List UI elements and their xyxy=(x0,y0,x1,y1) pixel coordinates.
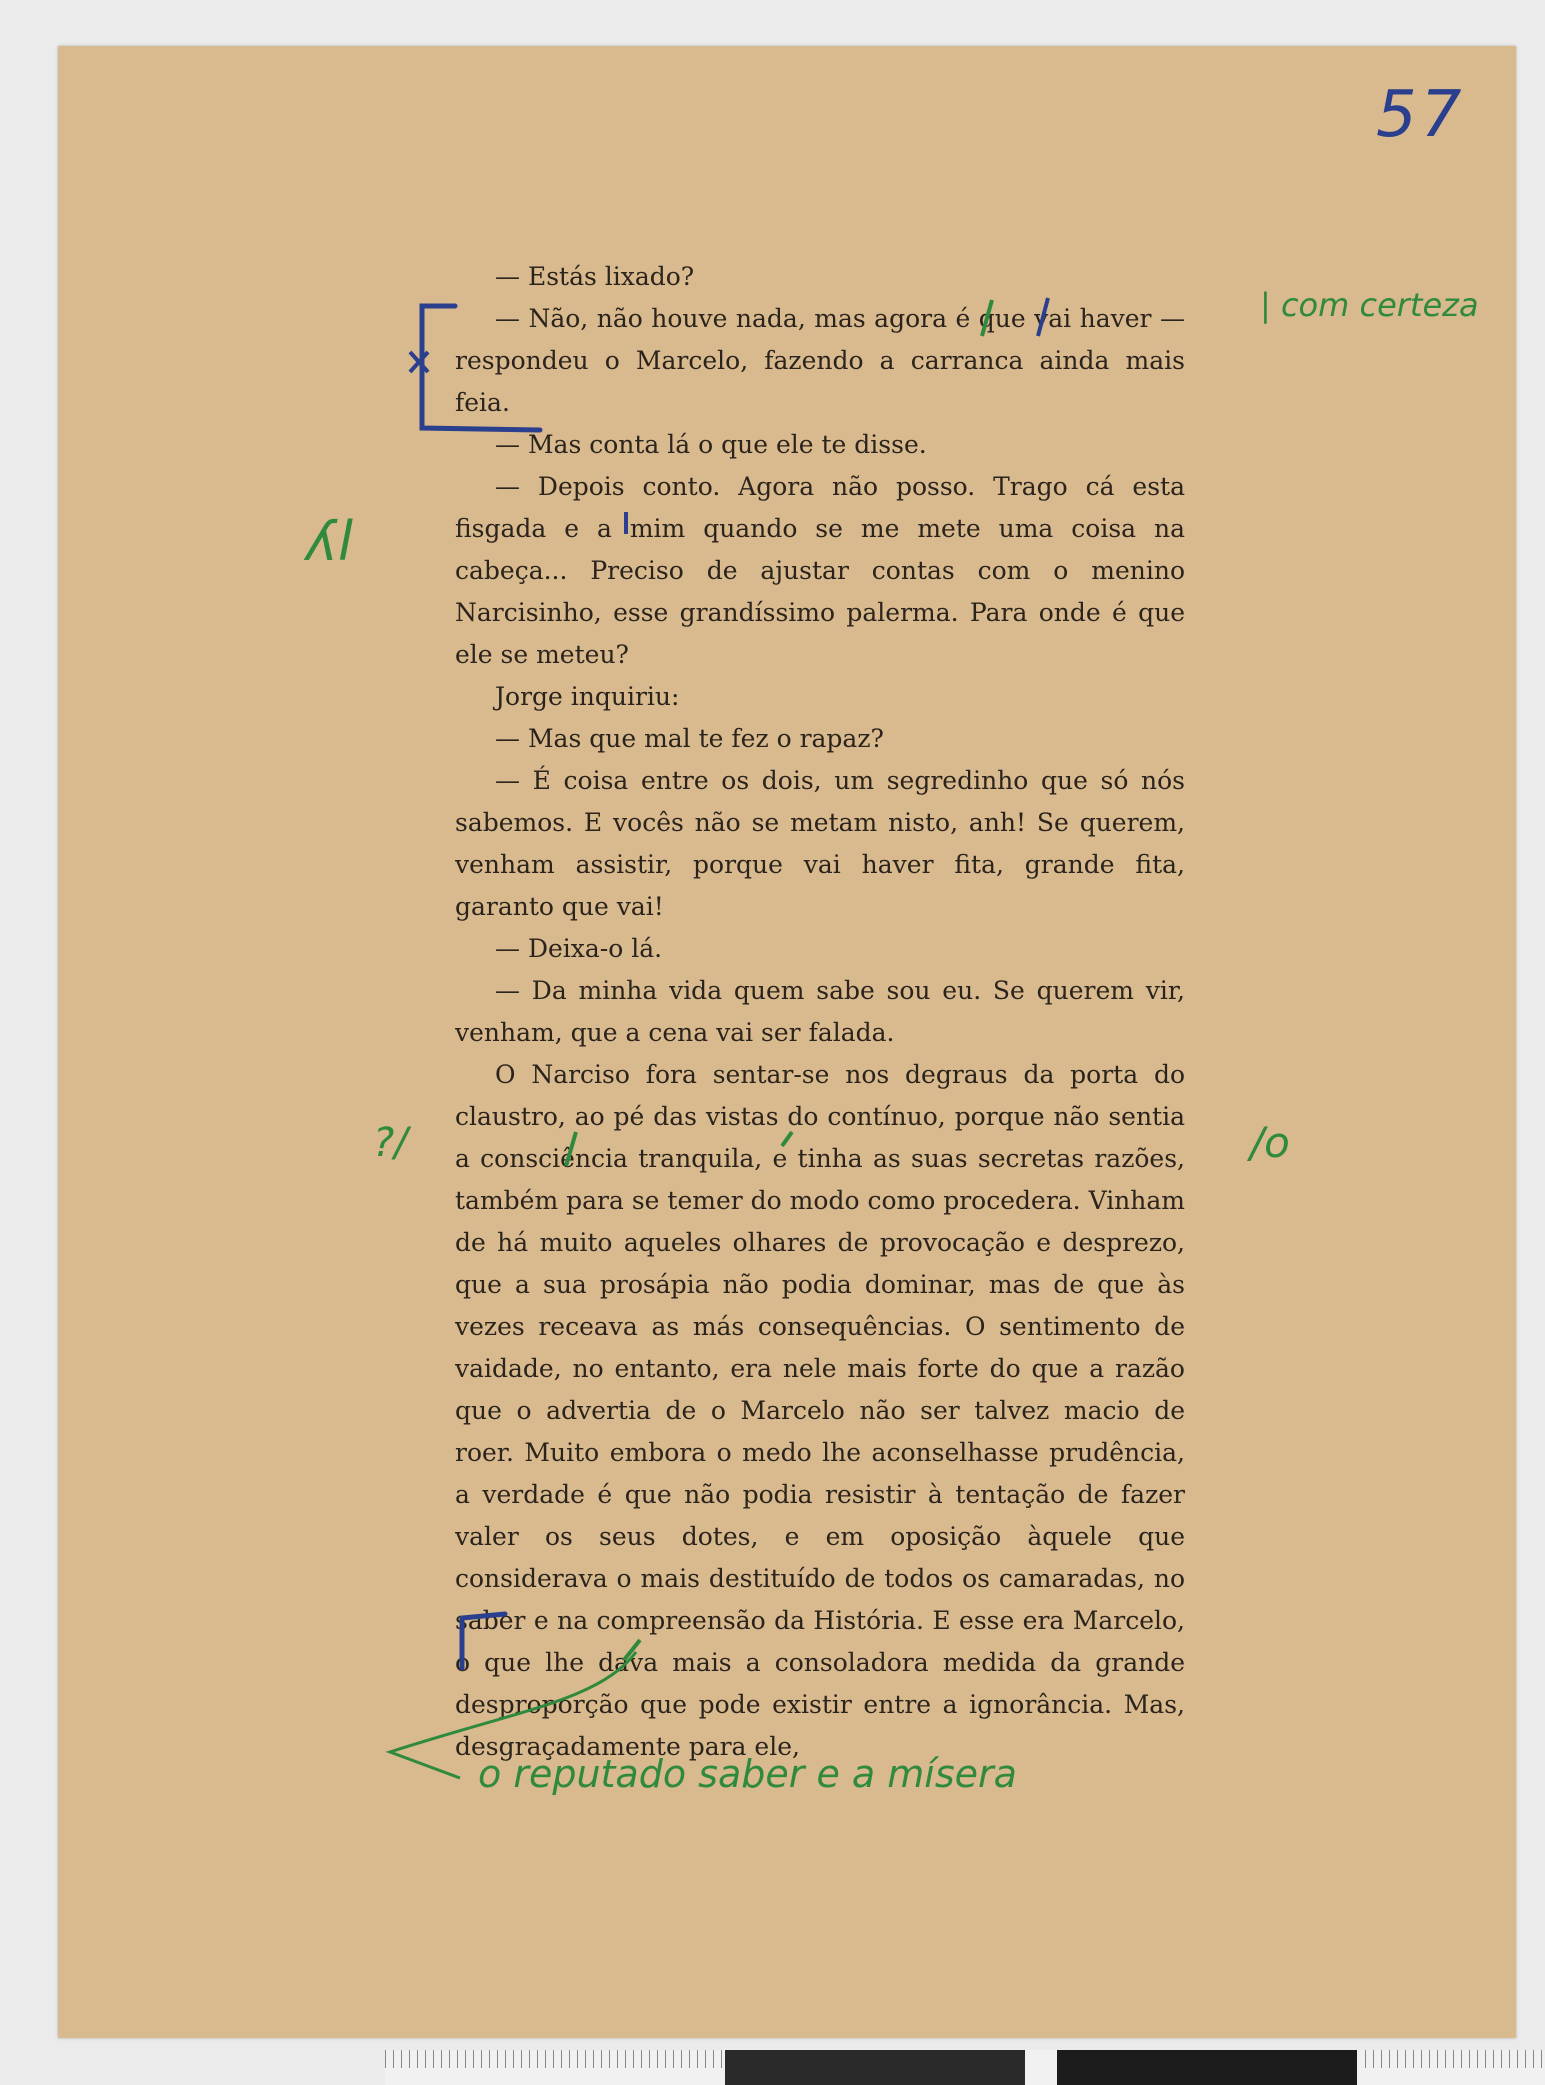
text-line: Jorge inquiriu: xyxy=(495,682,680,711)
scale-ruler xyxy=(385,2050,1545,2085)
text-line: — É coisa entre os dois, um segredinho que só nós sabemos. E vocês não se metam nisto, anh! Se querem, venham assistir, porque vai haver fita, grande fita, garanto que vai! xyxy=(455,766,1185,921)
text-line: O Narciso fora sentar-se nos degraus da porta do claustro, ao pé das vistas do contínuo, porque não sentia a consciência tranquila, e tinha as suas secretas razões, também para se temer do modo como procedera. Vinham de há muito aqueles olhares de provocação e desprezo, que a sua prosápia não podia dominar, mas de que às vezes receava as más consequências. O sentimento de vaidade, no entanto, era nele mais forte do que a razão que o advertia de o Marcelo não ser talvez macio de roer. Muito embora o medo lhe aconselhasse prudência, a verdade é que não podia resistir à tentação de fazer valer os seus dotes, e em oposição àquele que considerava o mais destituído de todos os camaradas, no saber e na compreensão da História. E esse era Marcelo, o que lhe dava mais a consoladora medida da grande desproporção que pode existir entre a ignorância. Mas, desgraçadamente para ele, xyxy=(455,1060,1185,1761)
text-line: — Da minha vida quem sabe sou eu. Se querem vir, venham, que a cena vai ser falada. xyxy=(455,976,1185,1047)
text-line: — Deixa-o lá. xyxy=(495,934,663,963)
typed-text-block xyxy=(455,256,1185,1768)
text-line: — Estás lixado? xyxy=(495,262,695,291)
text-line: — Mas que mal te fez o rapaz? xyxy=(495,724,884,753)
ruler-ticks xyxy=(385,2050,725,2068)
handwritten-insertion-bottom: o reputado saber e a mísera xyxy=(478,1752,1017,1796)
handwritten-note-mid-right: /o xyxy=(1250,1118,1290,1167)
ruler-ticks xyxy=(1365,2050,1545,2068)
handwritten-note-top-right: | com certeza xyxy=(1260,286,1479,324)
page-number: 57 xyxy=(1376,78,1466,152)
text-line: — Depois conto. Agora não posso. Trago cá esta fisgada e a mim quando se me mete uma coisa na cabeça... Preciso de ajustar contas com o menino Narcisinho, esse grandíssimo palerma. Para onde é que ele se meteu? xyxy=(455,472,1185,669)
text-line: — Não, não houve nada, mas agora é que vai haver — respondeu o Marcelo, fazendo a carranca ainda mais feia. xyxy=(455,304,1185,417)
color-bar-dark xyxy=(725,2050,1025,2085)
handwritten-delete-mark: ʎl xyxy=(306,510,353,573)
handwritten-note-mid-left: ?/ xyxy=(373,1120,408,1166)
color-bar-black xyxy=(1057,2050,1357,2085)
text-line: — Mas conta lá o que ele te disse. xyxy=(495,430,927,459)
